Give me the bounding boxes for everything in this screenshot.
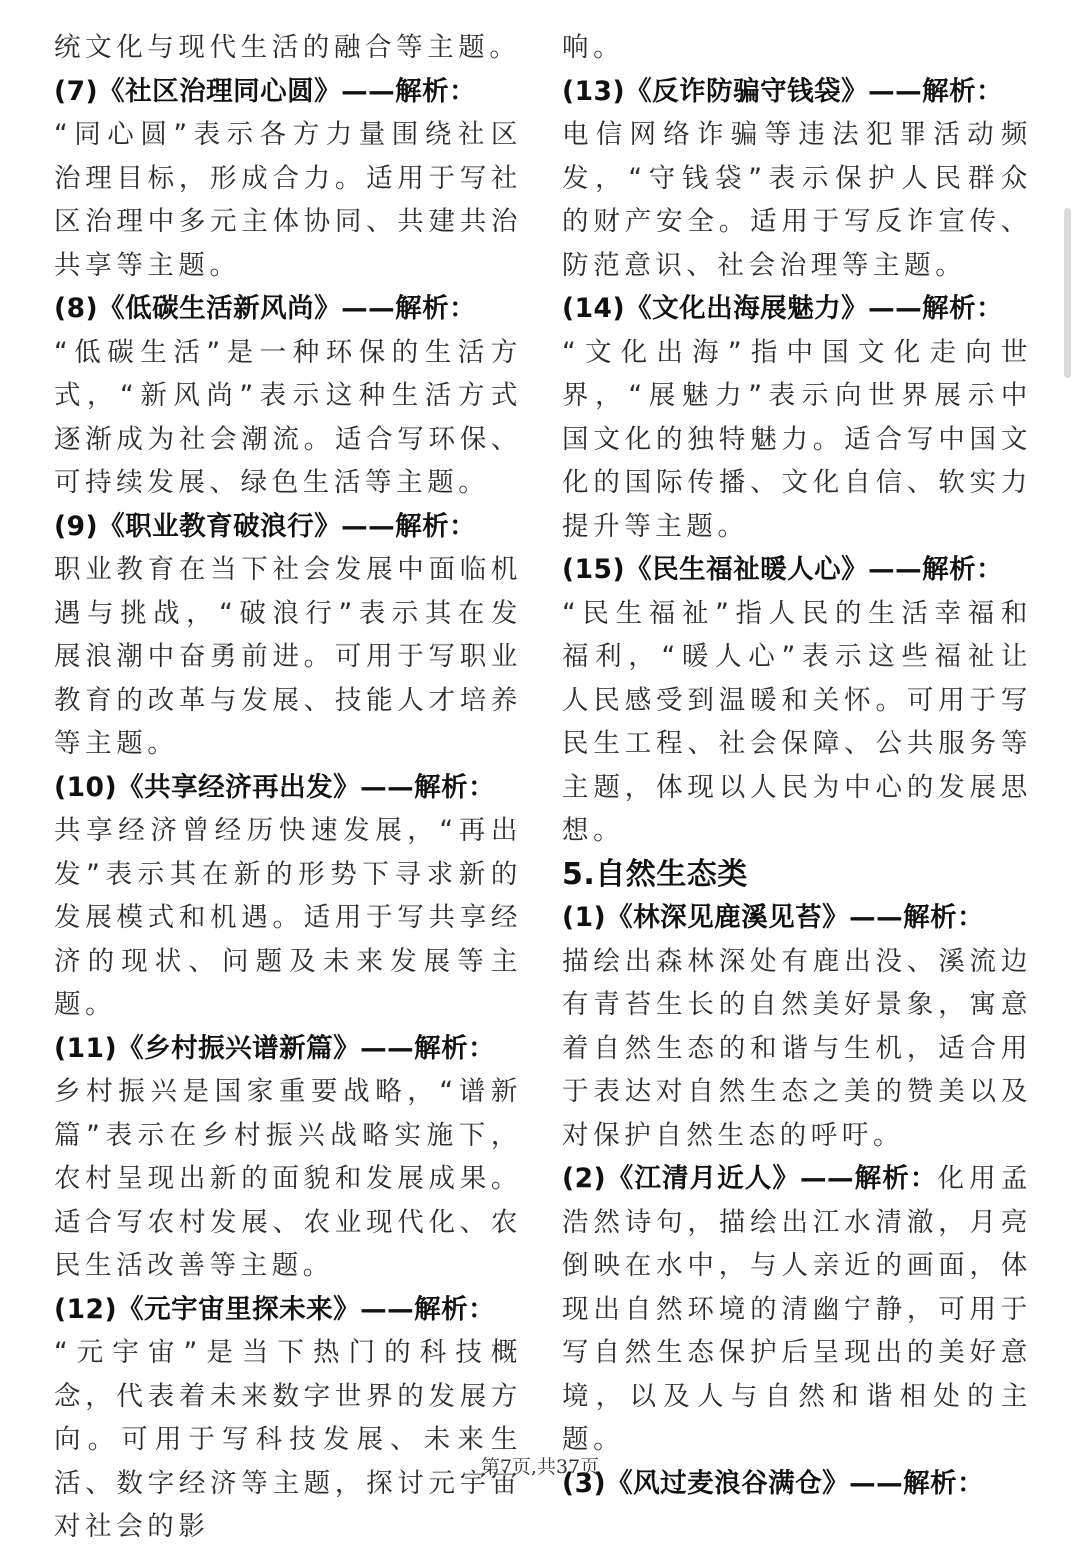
page-footer: 第7页,共37页 xyxy=(480,1456,600,1478)
item-13-body: 电信网络诈骗等违法犯罪活动频发，“守钱袋”表示保护人民群众的财产安全。适用于写反诈宣传、防范意识、社会治理等主题。 xyxy=(562,119,1032,281)
nature-item-2-body: 化用孟浩然诗句，描绘出江水清澈，月亮倒映在水中，与人亲近的画面，体现出自然环境的清幽宁静，可用于写自然生态保护后呈现出的美好意境，以及人与自然和谐相处的主题。 xyxy=(562,1163,1032,1455)
item-14-heading: (14)《文化出海展魅力》——解析： xyxy=(562,293,1004,324)
item-7-body: “同心圆”表示各方力量围绕社区治理目标，形成合力。适用于写社区治理中多元主体协同、共建共治共享等主题。 xyxy=(54,119,522,281)
intro-tail-text: 统文化与现代生活的融合等主题。 xyxy=(54,32,521,63)
item-15-heading: (15)《民生福祉暖人心》——解析： xyxy=(562,554,1004,585)
nature-item-2-heading: (2)《江清月近人》——解析： xyxy=(562,1163,938,1194)
right-column xyxy=(562,26,1032,1505)
right-intro-tail-text: 响。 xyxy=(562,32,625,63)
item-12-heading: (12)《元宇宙里探未来》——解析： xyxy=(54,1293,496,1325)
item-13-heading: (13)《反诈防骗守钱袋》——解析： xyxy=(562,75,1004,107)
item-10-body: 共享经济曾经历快速发展，“再出发”表示其在新的形势下寻求新的发展模式和机遇。适用于写共享经济的现状、问题及未来发展等主题。 xyxy=(54,815,522,1020)
scrollbar-thumb[interactable] xyxy=(1064,208,1071,378)
item-8-heading: (8)《低碳生活新风尚》——解析： xyxy=(54,293,477,324)
item-11-body: 乡村振兴是国家重要战略，“谱新篇”表示在乡村振兴战略实施下，农村呈现出新的面貌和发展成果。适合写农村发展、农业现代化、农民生活改善等主题。 xyxy=(54,1076,522,1281)
left-column xyxy=(54,26,522,1549)
section-title: 5.自然生态类 xyxy=(562,856,748,892)
item-11-heading: (11)《乡村振兴谱新篇》——解析： xyxy=(54,1032,496,1064)
item-10-heading: (10)《共享经济再出发》——解析： xyxy=(54,771,496,803)
item-9-body: 职业教育在当下社会发展中面临机遇与挑战，“破浪行”表示其在发展浪潮中奋勇前进。可用于写职业教育的改革与发展、技能人才培养等主题。 xyxy=(54,554,522,759)
nature-item-2-paragraph xyxy=(562,1157,1032,1462)
item-7-heading: (7)《社区治理同心圆》——解析： xyxy=(54,75,477,107)
item-9-heading: (9)《职业教育破浪行》——解析： xyxy=(54,510,477,542)
nature-item-3-heading: (3)《风过麦浪谷满仓》——解析： xyxy=(562,1467,985,1499)
item-8-body: “低碳生活”是一种环保的生活方式，“新风尚”表示这种生活方式逐渐成为社会潮流。适合写环保、可持续发展、绿色生活等主题。 xyxy=(54,336,522,498)
nature-item-1-body: 描绘出森林深处有鹿出没、溪流边有青苔生长的自然美好景象，寓意着自然生态的和谐与生机，适合用于表达对自然生态之美的赞美以及对保护自然生态的呼吁。 xyxy=(562,945,1032,1151)
nature-item-1-heading: (1)《林深见鹿溪见苔》——解析： xyxy=(562,902,985,933)
item-15-body: “民生福祉”指人民的生活幸福和福利，“暖人心”表示这些福祉让人民感受到温暖和关怀。可用于写民生工程、社会保障、公共服务等主题，体现以人民为中心的发展思想。 xyxy=(562,597,1032,846)
item-14-body: “文化出海”指中国文化走向世界，“展魅力”表示向世界展示中国文化的独特魅力。适合写中国文化的国际传播、文化自信、软实力提升等主题。 xyxy=(562,336,1032,542)
item-12-body: “元宇宙”是当下热门的科技概念，代表着未来数字世界的发展方向。可用于写科技发展、未来生活、数字经济等主题，探讨元宇宙对社会的影 xyxy=(54,1337,522,1542)
